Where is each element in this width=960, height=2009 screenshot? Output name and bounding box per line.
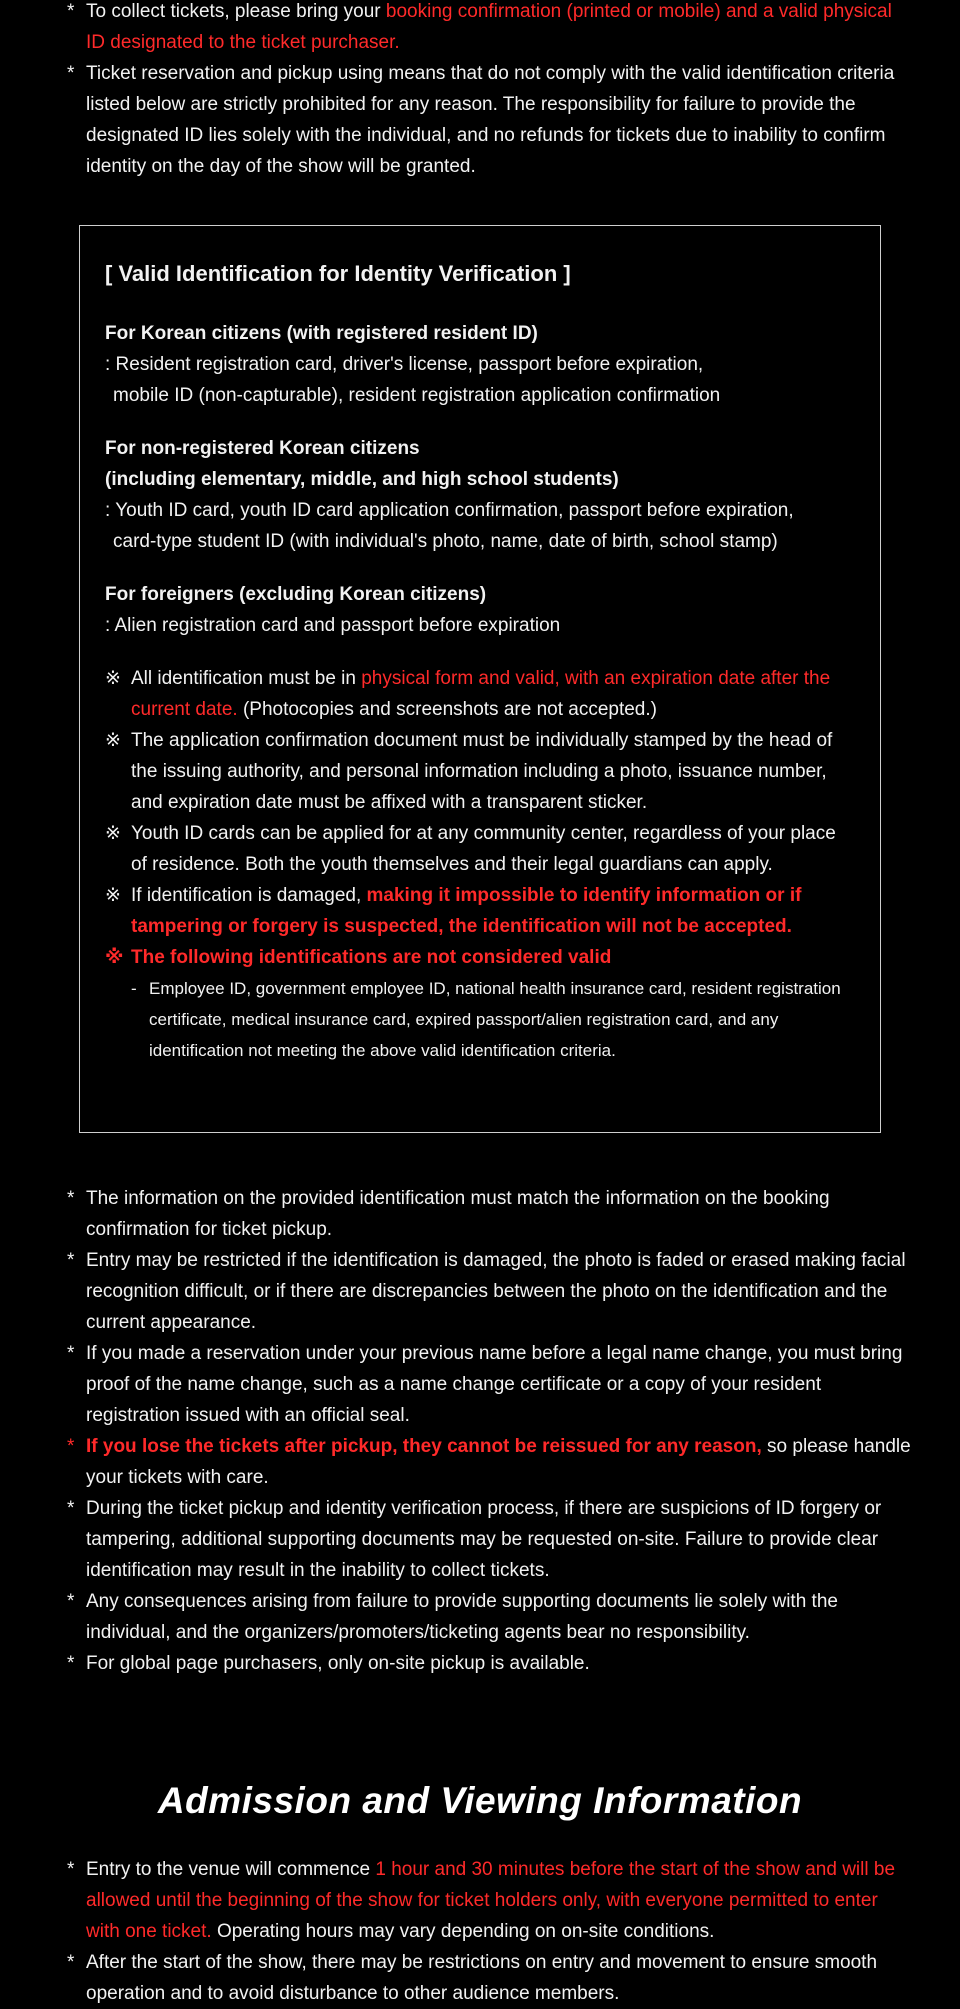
invalid-id-heading-item [105,942,856,973]
reference-item [105,880,856,942]
note-text: Entry to the venue will commence [86,1859,376,1880]
asterisk-marker: * [67,1591,75,1612]
id-group-line: : Youth ID card, youth ID card application confirmation, passport before expiration, [105,500,794,521]
invalid-id-text: Employee ID, government employee ID, national health insurance card, resident registration certificate, medical insurance card, expired passport/alien registration card, and any identification not meeting the above valid identification criteria. [149,979,841,1060]
id-reference-notes [105,663,856,973]
note-highlight: booking confirmation (printed or mobile) and a valid physical ID designated to the ticket purchaser. [86,1,892,53]
id-group-foreigners [105,579,856,641]
note-item [67,1854,912,1947]
id-group-heading: For non-registered Korean citizens [105,438,420,459]
asterisk-marker: * [67,1859,75,1880]
note-text: Entry may be restricted if the identification is damaged, the photo is faded or erased making facial recognition difficult, or if there are discrepancies between the photo on the identification and the current appearance. [86,1250,906,1333]
id-group-line: : Resident registration card, driver's license, passport before expiration, [105,354,704,375]
asterisk-marker: * [67,1653,75,1674]
reference-highlight: making it impossible to identify information or if tampering or forgery is suspected, the identification will not be accepted. [131,885,802,937]
note-item [67,1183,912,1245]
reference-highlight: physical form and valid, with an expiration date after the current date. [131,668,831,720]
id-group-line: card-type student ID (with individual's photo, name, date of birth, school stamp) [113,531,778,552]
reference-text: Youth ID cards can be applied for at any community center, regardless of your place of residence. Both the youth themselves and their legal guardians can apply. [131,823,836,875]
asterisk-marker: * [67,1498,75,1519]
id-group-heading: (including elementary, middle, and high school students) [105,469,619,490]
asterisk-marker: * [67,1,75,22]
id-group-heading: For foreigners (excluding Korean citizens) [105,584,487,605]
note-text: Ticket reservation and pickup using means that do not comply with the valid identification criteria listed below are strictly prohibited for any reason. The responsibility for failure to provide the designated ID lies solely with the individual, and no refunds for tickets due to inability to confirm identity on the day of the show will be granted. [86,63,895,177]
note-item [67,1245,912,1338]
reference-text-after: (Photocopies and screenshots are not accepted.) [237,699,657,720]
reference-item [105,818,856,880]
reference-mark: ※ [105,730,121,751]
id-group-line: : Alien registration card and passport before expiration [105,615,561,636]
invalid-id-heading: The following identifications are not considered valid [131,947,612,968]
id-group-heading: For Korean citizens (with registered resident ID) [105,323,538,344]
note-text: For global page purchasers, only on-site pickup is available. [86,1653,590,1674]
reference-item [105,663,856,725]
asterisk-marker: * [67,1952,75,1973]
valid-id-box [79,225,881,1133]
id-group-line: mobile ID (non-capturable), resident registration application confirmation [113,385,721,406]
reference-item [105,725,856,818]
note-item [67,1493,912,1586]
ticket-pickup-notes [67,0,907,182]
asterisk-marker: * [67,1343,75,1364]
invalid-id-list [105,973,856,1066]
reference-mark: ※ [105,823,121,844]
note-item [67,1338,912,1431]
dash-marker: - [131,979,137,998]
valid-id-title: [ Valid Identification for Identity Verification ] [105,261,571,286]
asterisk-marker: * [67,1250,75,1271]
note-text: To collect tickets, please bring your [86,1,386,22]
section-title: Admission and Viewing Information [157,1780,803,1821]
note-text-after: so please handle your tickets with care. [86,1436,911,1488]
note-text: The information on the provided identification must match the information on the booking confirmation for ticket pickup. [86,1188,830,1240]
note-text: If you made a reservation under your previous name before a legal name change, you must bring proof of the name change, such as a name change certificate or a copy of your resident registration issued with an official seal. [86,1343,903,1426]
asterisk-marker: * [67,63,75,84]
id-group-korean-citizens [105,318,856,411]
note-text: During the ticket pickup and identity verification process, if there are suspicions of ID forgery or tampering, additional supporting documents may be requested on-site. Failure to provide clear identification may result in the inability to collect tickets. [86,1498,882,1581]
reference-text: The application confirmation document must be individually stamped by the head of the issuing authority, and personal information including a photo, issuance number, and expiration date must be affixed with a transparent sticker. [131,730,833,813]
reference-mark: ※ [105,885,121,906]
id-group-non-registered [105,433,856,557]
identification-notes [67,1183,912,1679]
reference-text: If identification is damaged, [131,885,367,906]
note-text: After the start of the show, there may be restrictions on entry and movement to ensure smooth operation and to avoid disturbance to other audience members. [86,1952,878,2004]
reference-text: All identification must be in [131,668,362,689]
invalid-id-item [105,973,856,1066]
note-item [67,58,907,182]
reference-mark: ※ [105,668,121,689]
note-highlight: If you lose the tickets after pickup, they cannot be reissued for any reason, [86,1436,762,1457]
note-item [67,1431,912,1493]
note-text-after: Operating hours may vary depending on on-site conditions. [211,1921,715,1942]
note-text: Any consequences arising from failure to provide supporting documents lie solely with the individual, and the organizers/promoters/ticketing agents bear no responsibility. [86,1591,838,1643]
note-item [67,0,907,58]
note-item [67,1648,912,1679]
asterisk-marker: * [67,1436,75,1457]
note-highlight: 1 hour and 30 minutes before the start of the show and will be allowed until the beginning of the show for ticket holders only, with everyone permitted to enter with one ticket. [86,1859,896,1942]
reference-mark: ※ [105,947,124,968]
asterisk-marker: * [67,1188,75,1209]
admission-notes [67,1854,912,2009]
note-item [67,1586,912,1648]
